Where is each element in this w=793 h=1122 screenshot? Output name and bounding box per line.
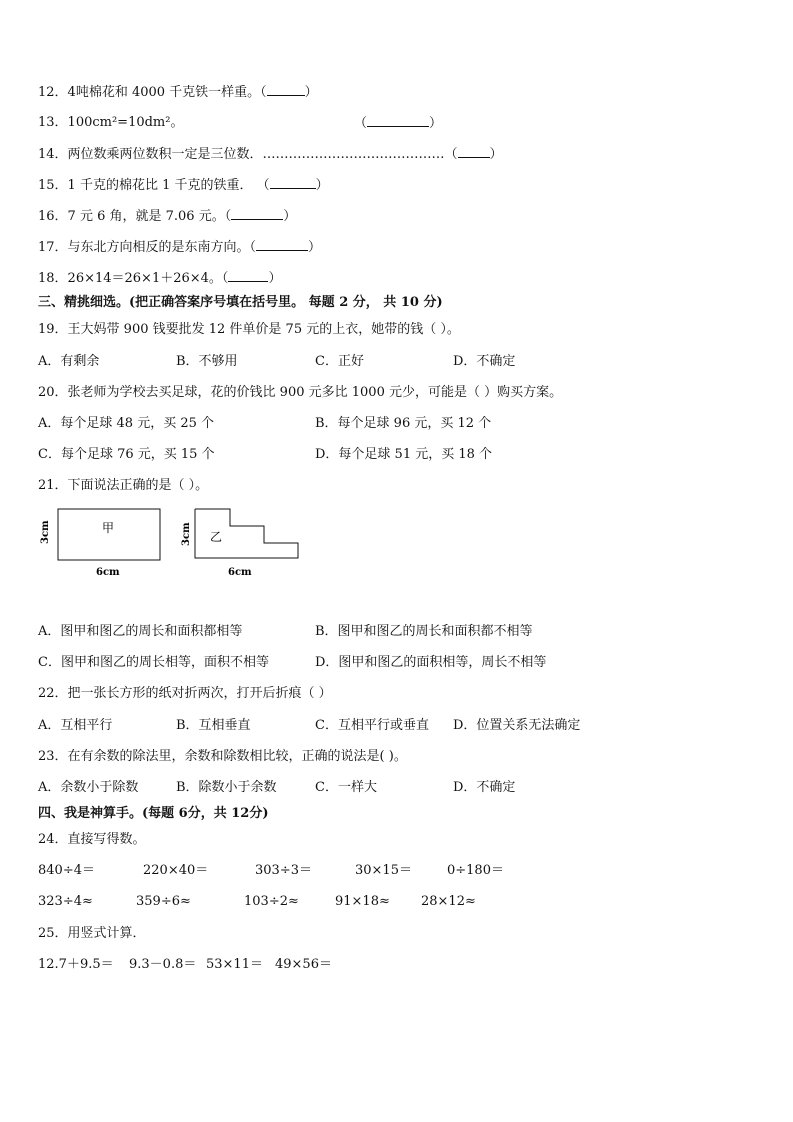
question-14: 14．两位数乘两位数积一定是三位数．……………………………………（ ） (38, 147, 503, 162)
q23-option-d[interactable]: D．不确定 (453, 780, 516, 795)
question-16: 16．7 元 6 角，就是 7.06 元。（ ） (38, 209, 297, 224)
q24-item: 220×40＝ (143, 863, 209, 878)
question-19-stem: 19．王大妈带 900 钱要批发 12 件单价是 75 元的上衣，她带的钱（ ）。 (38, 322, 460, 337)
q24-item: 840÷4＝ (38, 863, 95, 878)
question-23-stem: 23．在有余数的除法里，余数和除数相比较，正确的说法是( )。 (38, 749, 407, 764)
q20-option-d[interactable]: D．每个足球 51 元，买 18 个 (315, 447, 493, 462)
q20-option-a[interactable]: A．每个足球 48 元，买 25 个 (38, 416, 215, 431)
question-13: 13．100cm²=10dm²。 (38, 115, 184, 130)
q25-item: 9.3－0.8＝ (129, 957, 197, 972)
q24-item: 0÷180＝ (447, 863, 504, 878)
q21-option-d[interactable]: D．图甲和图乙的面积相等，周长不相等 (315, 655, 547, 670)
question-20-stem: 20．张老师为学校去买足球，花的价钱比 900 元多比 1000 元少，可能是（ ）购买方案。 (38, 385, 563, 400)
answer-blank[interactable] (270, 177, 316, 189)
answer-blank[interactable] (267, 84, 305, 96)
figure-jia-height: 3cm (40, 520, 51, 544)
section-four-title: 四、我是神算手。(每题 6分，共 12分) (38, 806, 269, 821)
q20-option-c[interactable]: C．每个足球 76 元，买 15 个 (38, 447, 215, 462)
q24-item: 28×12≈ (421, 894, 476, 909)
q21-option-b[interactable]: B．图甲和图乙的周长和面积都不相等 (315, 624, 533, 639)
question-24-stem: 24．直接写得数。 (38, 832, 146, 847)
question-13-blank: （ ） (354, 116, 443, 131)
q22-option-a[interactable]: A．互相平行 (38, 718, 113, 733)
q23-option-a[interactable]: A．余数小于除数 (38, 780, 139, 795)
section-three-title: 三、精挑细选。(把正确答案序号填在括号里。 每题 2 分， 共 10 分) (38, 295, 443, 310)
q19-option-a[interactable]: A．有剩余 (38, 354, 100, 369)
q21-option-a[interactable]: A．图甲和图乙的周长和面积都相等 (38, 624, 243, 639)
q24-item: 103÷2≈ (244, 894, 299, 909)
figure-yi-height: 3cm (181, 522, 192, 546)
answer-blank[interactable] (367, 115, 429, 127)
question-22-stem: 22．把一张长方形的纸对折两次，打开后折痕（ ） (38, 686, 332, 701)
q24-item: 30×15＝ (355, 863, 412, 878)
q19-option-c[interactable]: C．正好 (315, 354, 364, 369)
answer-blank[interactable] (256, 239, 308, 251)
answer-blank[interactable] (231, 208, 283, 220)
q23-option-b[interactable]: B．除数小于余数 (176, 780, 277, 795)
question-12: 12．4吨棉花和 4000 千克铁一样重。（ ） (38, 85, 318, 100)
q24-item: 91×18≈ (335, 894, 390, 909)
q23-option-c[interactable]: C．一样大 (315, 780, 377, 795)
q22-option-d[interactable]: D．位置关系无法确定 (453, 718, 581, 733)
figure-jia-width: 6cm (96, 567, 120, 578)
q25-item: 12.7＋9.5＝ (38, 957, 114, 972)
q20-option-b[interactable]: B．每个足球 96 元，买 12 个 (315, 416, 492, 431)
figure-jia (40, 509, 160, 578)
question-25-stem: 25．用竖式计算． (38, 926, 146, 941)
q24-item: 323÷4≈ (38, 894, 93, 909)
q25-item: 49×56＝ (275, 957, 332, 972)
q22-option-c[interactable]: C．互相平行或垂直 (315, 718, 429, 733)
q25-item: 53×11＝ (206, 957, 263, 972)
q21-option-c[interactable]: C．图甲和图乙的周长相等，面积不相等 (38, 655, 269, 670)
figure-jia-label: 甲 (102, 521, 115, 535)
question-18: 18．26×14＝26×1＋26×4。（ ） (38, 271, 282, 286)
figure-yi-label: 乙 (210, 530, 223, 544)
q21-figures (30, 500, 320, 585)
question-21-stem: 21．下面说法正确的是（ ）。 (38, 478, 209, 493)
figure-yi (181, 509, 298, 578)
figure-yi-width: 6cm (228, 567, 252, 578)
question-17: 17．与东北方向相反的是东南方向。（ ） (38, 240, 322, 255)
q24-item: 359÷6≈ (136, 894, 191, 909)
answer-blank[interactable] (228, 270, 268, 282)
answer-blank[interactable] (458, 146, 490, 158)
q22-option-b[interactable]: B．互相垂直 (176, 718, 251, 733)
q24-item: 303÷3＝ (255, 863, 312, 878)
q19-option-b[interactable]: B．不够用 (176, 354, 238, 369)
question-15: 15．1 千克的棉花比 1 千克的铁重． （ ） (38, 178, 329, 193)
q19-option-d[interactable]: D．不确定 (453, 354, 516, 369)
